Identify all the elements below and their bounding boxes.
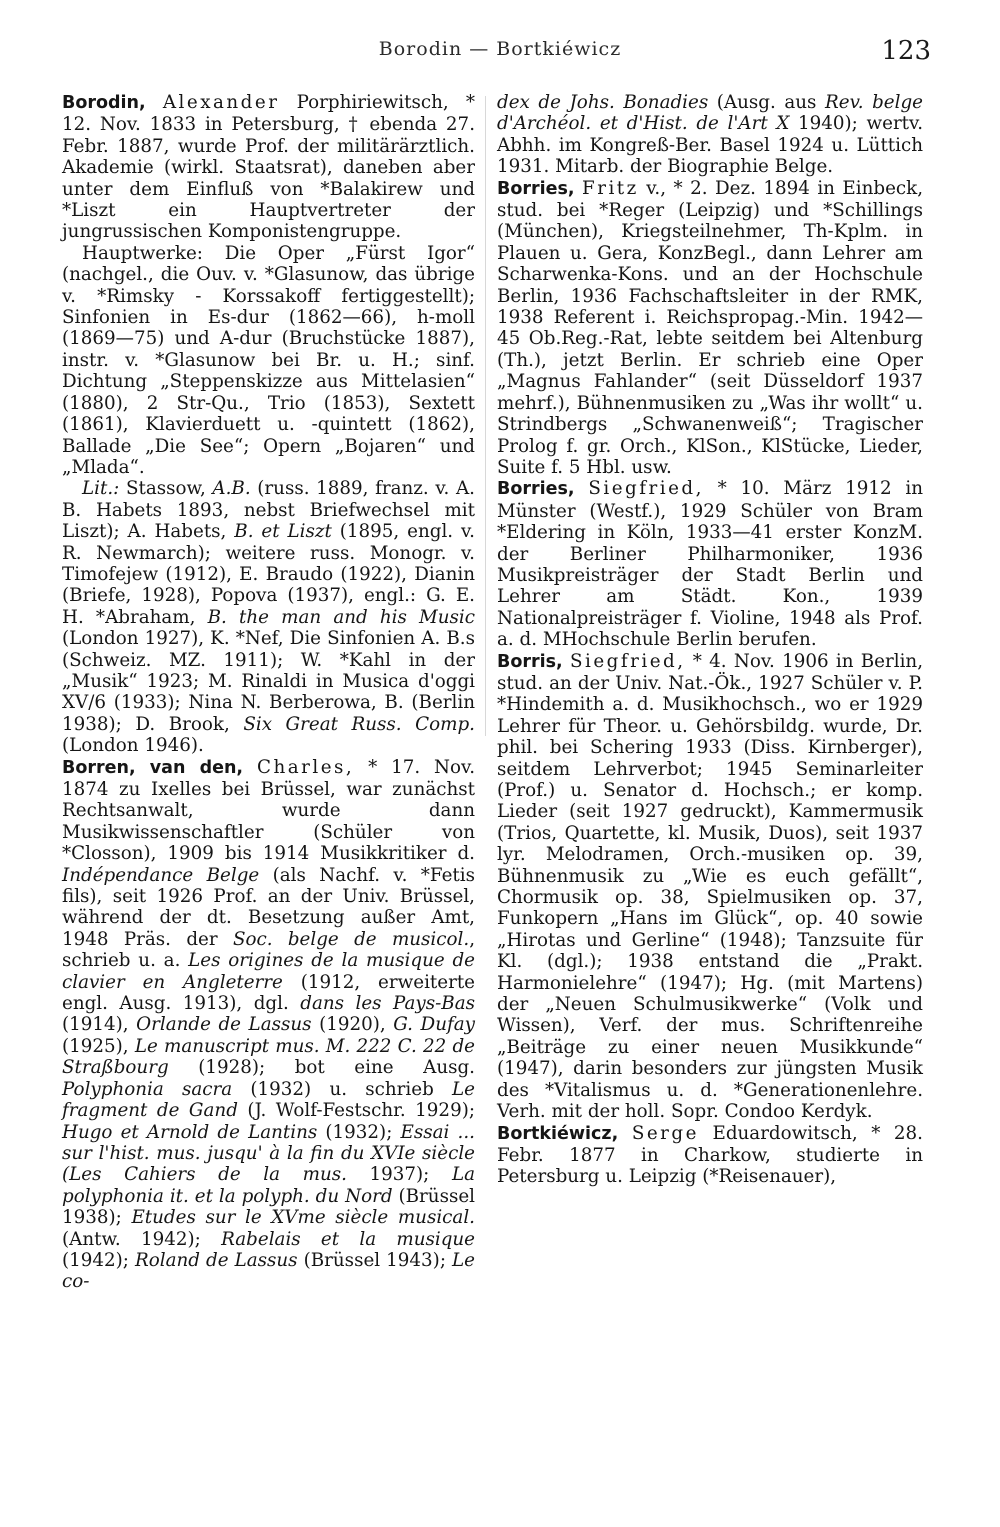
- given-name: Alexander: [162, 92, 280, 113]
- entry-text: Eduardowitsch, * 28. Febr. 1877 in Charkow, studierte in Petersburg u. Leipzig (*Reisenauer),: [497, 1122, 923, 1188]
- given-name: Fritz: [582, 177, 639, 199]
- given-name: Charles,: [256, 756, 355, 778]
- literature-paragraph: Lit.: Stassow, A.B. (russ. 1889, franz. v. A. B. Habets 1893, nebst Briefwechsel mit Liszt); A. Habets, B. et Liszt (1895, engl. v. R. Newmarch); weitere russ. Monogr. v. Timofejew (1912), E. Braudo (1922), Dianin (Briefe, 1928), Popova (1937), engl.: G. E. H. *Abraham, B. the man and his Music (London 1927), K. *Nef, Die Sinfonien A. B.s (Schweiz. MZ. 1911); W. *Kahl in der „Musik“ 1923; M. Rinaldi in Musica d'oggi XV/6 (1933); Nina N. Berberowa, B. (Berlin 1938); D. Brook, Six Great Russ. Comp. (London 1946).: [62, 478, 475, 757]
- headword: Borren, van den,: [62, 757, 244, 778]
- page-number: 123: [881, 36, 931, 66]
- left-column: [62, 92, 475, 1293]
- entry-borren: Borren, van den, Charles, * 17. Nov. 1874 zu Ixelles bei Brüssel, war zunächst Rechtsanwalt, wurde dann Musikwissenschaftler (Schüler von *Closson), 1909 bis 1914 Musikkritiker d. Indépendance Belge (als Nachf. v. *Fetis fils), seit 1926 Prof. an der Univ. Brüssel, während der dt. Besetzung außer Amt, 1948 Präs. der Soc. belge de musicol., schrieb u. a. Les origines de la musique de clavier en Angleterre (1912, erweiterte engl. Ausg. 1913), dgl. dans les Pays-Bas (1914), Orlande de Lassus (1920), G. Dufay (1925), Le manuscript mus. M. 222 C. 22 de Straßbourg (1928); bot eine Ausg. Polyphonia sacra (1932) u. schrieb Le fragment de Gand (J. Wolf-Festschr. 1929); Hugo et Arnold de Lantins (1932); Essai ... sur l'hist. mus. jusqu' à la fin du XVIe siècle (Les Cahiers de la mus. 1937); La polyphonia it. et la polyph. du Nord (Brüssel 1938); Etudes sur le XVme siècle musical. (Antw. 1942); Rabelais et la musique (1942); Roland de Lassus (Brüssel 1943); Le co-: [62, 756, 476, 1293]
- entry-text: v., * 2. Dez. 1894 in Einbeck, stud. bei *Reger (Leipzig) und *Schillings (München), Kriegsteilnehmer, Th-Kplm. in Plauen u. Gera, KonzBegl., dann Lehrer am Scharwenka-Kons. und an der Hochschule Berlin, 1936 Fachschaftsleiter in der RMK, 1938 Referent i. Reichspropag.-Min. 1942—45 Ob.Reg.-Rat, lebte seitdem bei Altenburg (Th.), jetzt Berlin. Er schrieb eine Oper „Magnus Fahlander“ (seit Düsseldorf 1937 mehrf.), Bühnenmusiken zu „Was ihr wollt“ u. Strindbergs „Schwanenweiß“; Tragischer Prolog f. gr. Orch., KlSon., KlStücke, Lieder, Suite f. 5 Hbl. usw.: [497, 177, 924, 478]
- page-header: [0, 36, 1000, 72]
- entry-text: Porphiriewitsch, * 12. Nov. 1833 in Petersburg, † ebenda 27. Febr. 1887, wurde Prof. der militärärztlich. Akademie (wirkl. Staatsrat), daneben aber unter dem Einfluß von *Balakirew und *Liszt ein Hauptvertreter der jungrussischen Komponistengruppe.: [62, 92, 476, 243]
- column-rule: [485, 96, 486, 736]
- given-name: Siegfried,: [569, 650, 686, 672]
- entry-borodin: [62, 92, 475, 243]
- given-name: Serge: [631, 1122, 699, 1144]
- headword: Borries,: [497, 178, 575, 199]
- entry-text: * 10. März 1912 in Münster (Westf.), 1929 Schüler von Bram *Eldering in Köln, 1933—41 erster KonzM. der Berliner Philharmoniker, 1936 Musikpreisträger der Stadt Berlin und Lehrer am Städt. Kon., 1939 Nationalpreisträger f. Violine, 1948 als Prof. a. d. MHochschule Berlin berufen.: [497, 478, 924, 651]
- headword: Borris,: [497, 651, 563, 672]
- lit-label: Lit.:: [82, 478, 120, 500]
- headword: Bortkiéwicz,: [497, 1123, 619, 1144]
- entry-borren-continued: dex de Johs. Bonadies (Ausg. aus Rev. belge d'Archéol. et d'Hist. de l'Art X 1940); wertv. Abhh. im Kongreß-Ber. Basel 1924 u. Lüttich 1931. Mitarb. der Biographie Belge.: [497, 92, 924, 178]
- given-name: Siegfried,: [588, 478, 704, 500]
- entry-borries-fritz: [497, 178, 923, 479]
- headword: Borodin,: [62, 93, 146, 113]
- works-paragraph: Hauptwerke: Die Oper „Fürst Igor“ (nachgel., die Ouv. v. *Glasunow, das übrige v. *Rimsky - Korssakoff fertiggestellt); Sinfonien in Es-dur (1862—66), h-moll (1869—75) und A-dur (Bruchstücke 1887), instr. v. *Glasunow bei Br. u. H.; sinf. Dichtung „Steppenskizze aus Mittelasien“ (1880), 2 Str-Qu., Trio (1853), Sextett (1861), Klavierduett u. -quintett (1862), Ballade „Die See“; Opern „Bojaren“ und „Mlada“.: [62, 242, 475, 478]
- right-column: [497, 92, 923, 1188]
- running-head: Borodin — Bortkiéwicz: [378, 38, 622, 60]
- entry-borries-siegfried: [497, 478, 923, 650]
- entry-borris: [497, 651, 923, 1123]
- headword: Borries,: [497, 479, 575, 500]
- entry-text: * 4. Nov. 1906 in Berlin, stud. an der Univ. Nat.-Ök., 1927 Schüler v. P. *Hindemith a. d. Musikhochsch., wo er 1929 Lehrer für Theor. u. Gehörsbildg. wurde, Dr. phil. bei Schering 1933 (Diss. Kirnberger), seitdem Lehrverbot; 1945 Seminarleiter (Prof.) u. Senator d. Hochsch.; er komp. Lieder (seit 1927 gedruckt), Kammermusik (Trios, Quartette, kl. Musik, Duos), seit 1937 lyr. Melodramen, Orch.-musiken op. 39, Bühnenmusik zu „Wie es euch gefällt“, Chormusik op. 38, Spielmusiken op. 37, Funkopern „Hans im Glück“, op. 40 sowie „Hirotas und Gerline“ (1948); Tanzsuite für Kl. (dgl.); 1938 entstand die „Prakt. Harmonielehre“ (1947); Hg. (mit Martens) der „Neuen Schulmusikwerke“ (Volk und Wissen), Verf. der mus. Schriftenreihe „Beiträge zu einer neuen Musikkunde“ (1947), darin besonders zur jüngsten Musik des *Vitalismus u. d. *Generationenlehre. Verh. mit der holl. Sopr. Condoo Kerdyk.: [497, 650, 924, 1123]
- entry-bortkiewicz: [497, 1123, 923, 1188]
